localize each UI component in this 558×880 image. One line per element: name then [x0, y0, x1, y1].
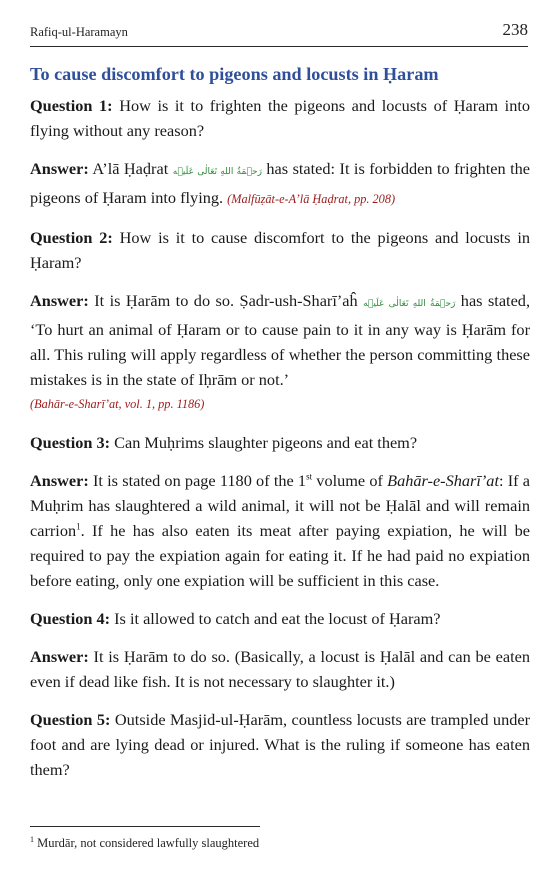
answer-1 [30, 156, 530, 212]
question-label: Question 3: [30, 433, 111, 452]
book-title: Bahār-e-Sharī’at [387, 471, 499, 490]
answer-label: Answer: [30, 159, 89, 178]
question-label: Question 2: [30, 228, 113, 247]
section-heading: To cause discomfort to pigeons and locusts in Ḥaram [30, 64, 439, 84]
dua-text: رَحۡمَةُ اللهِ تَعَالٰی عَلَيۡه [363, 299, 456, 309]
answer-2 [30, 288, 530, 417]
page-number: 238 [502, 20, 528, 39]
question-5 [30, 707, 530, 782]
answer-text: It is Ḥarām to do so. Ṣadr-ush-Sharī’aĥ [88, 291, 364, 310]
question-1 [30, 93, 530, 143]
page-body [30, 62, 530, 795]
question-4 [30, 606, 530, 631]
answer-text: A’lā Ḥaḍrat [88, 159, 173, 178]
answer-text: has stated, ‘To hurt an animal of Ḥaram or to cause pain to it in any way is Ḥarām for all. This ruling will apply regardless of whether the person committing these mistakes is in the state of Iḥrām or not.’ [30, 291, 531, 389]
reference: (Malfūẓāt-e-A’lā Ḥaḍrat, pp. 208) [227, 192, 396, 206]
footnote-divider [30, 826, 260, 827]
answer-text: volume of [312, 471, 388, 490]
footnote-number: 1 [30, 834, 34, 844]
reference: (Bahār-e-Sharī’at, vol. 1, pp. 1186) [30, 397, 205, 411]
footnote-marker[interactable]: 1 [76, 521, 81, 532]
footnote-text: Murdār, not considered lawfully slaughtered [34, 836, 260, 850]
answer-text: It is stated on page 1180 of the 1 [88, 471, 307, 490]
ordinal-superscript: st [306, 471, 313, 482]
answer-label: Answer: [30, 471, 89, 490]
answer-4 [30, 644, 530, 694]
question-text: Is it allowed to catch and eat the locust of Ḥaram? [110, 609, 441, 628]
running-title: Rafiq-ul-Haramayn [30, 25, 128, 39]
page-header [30, 18, 528, 47]
dua-text: رَحۡمَةُ اللهِ تَعَالٰی عَلَيۡه [172, 167, 262, 177]
question-2 [30, 225, 530, 275]
answer-3 [30, 468, 530, 593]
question-label: Question 5: [30, 710, 111, 729]
answer-text: . If he has also eaten its meat after paying expiation, he will be required to pay the expiation again for eating it. If he had paid no expiation before eating, only one expiation will be sufficient in this case. [30, 521, 530, 590]
question-text: How is it to cause discomfort to the pigeons and locusts in Ḥaram? [30, 228, 530, 272]
answer-label: Answer: [30, 291, 89, 310]
question-label: Question 1: [30, 96, 113, 115]
question-3 [30, 430, 530, 455]
question-label: Question 4: [30, 609, 111, 628]
answer-text: : If a Muḥrim has slaughtered a wild animal, it will not be Ḥalāl and will remain carrion [30, 471, 531, 540]
answer-label: Answer: [30, 647, 89, 666]
answer-text: has stated: It is forbidden to frighten the pigeons of Ḥaram into flying. [30, 159, 531, 207]
question-text: How is it to frighten the pigeons and locusts of Ḥaram into flying without any reason? [30, 96, 530, 140]
question-text: Outside Masjid-ul-Ḥarām, countless locusts are trampled under foot and are lying dead or injured. What is the ruling if someone has eaten them? [30, 710, 531, 779]
answer-text: It is Ḥarām to do so. (Basically, a locust is Ḥalāl and can be eaten even if dead like fish. It is not necessary to slaughter it.) [30, 647, 530, 691]
question-text: Can Muḥrims slaughter pigeons and eat them? [110, 433, 418, 452]
footnote [30, 836, 259, 851]
